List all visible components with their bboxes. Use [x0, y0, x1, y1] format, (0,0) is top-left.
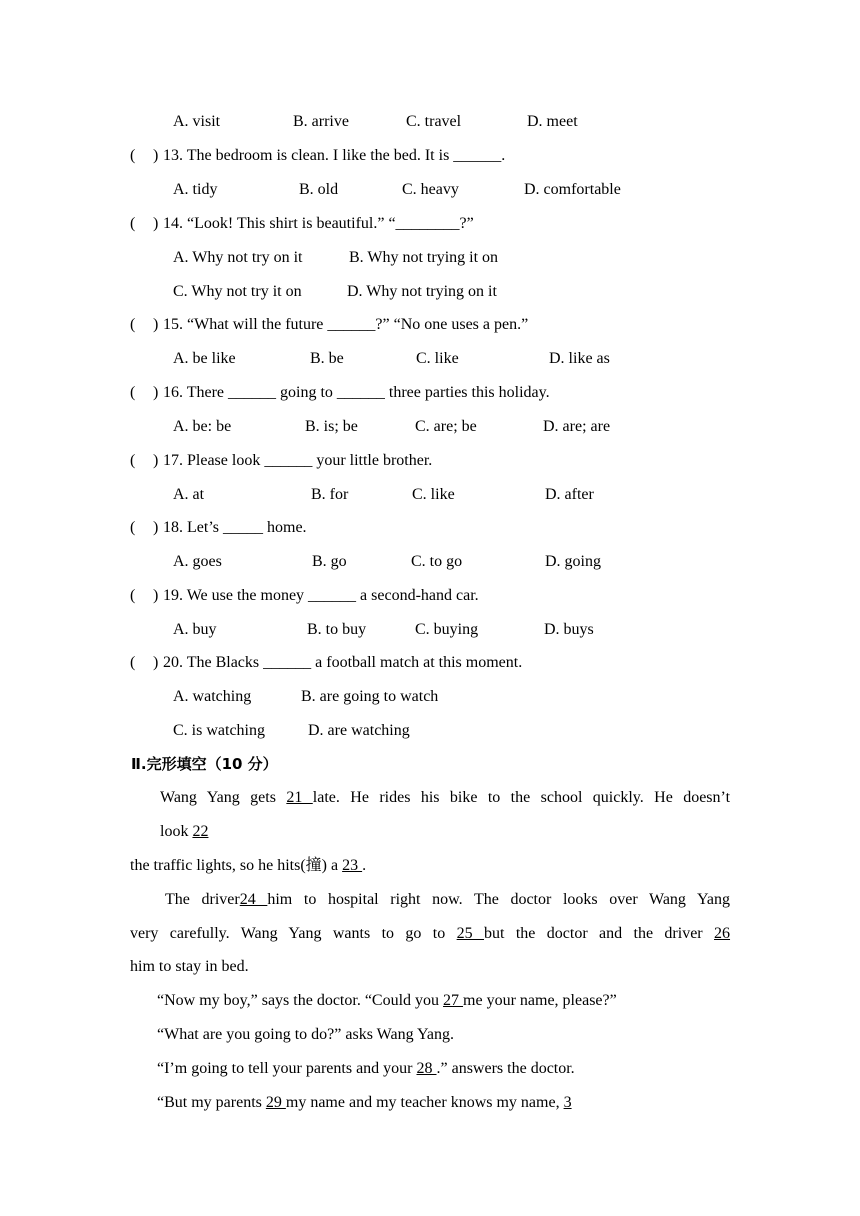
question-text: 17. Please look ______ your little brother. [163, 452, 433, 469]
option-c: C. like [412, 486, 455, 503]
answer-bracket-close: ) [153, 215, 159, 232]
passage-text: me your name, please?” [463, 992, 617, 1009]
blank-21: 21 [286, 789, 313, 806]
passage-text: “Now my boy,” says the doctor. “Could you [157, 992, 440, 1009]
option-c: C. are; be [415, 418, 477, 435]
option-c: C. buying [415, 621, 479, 638]
passage-text: Wang Yang gets [160, 789, 276, 806]
blank-27: 27 [443, 992, 464, 1009]
answer-bracket-open[interactable]: ( [130, 654, 136, 671]
answer-bracket-close: ) [153, 316, 159, 333]
option-d: D. buys [544, 621, 594, 638]
option-d: D. comfortable [524, 181, 621, 198]
passage-line-2 [160, 822, 208, 842]
passage-line-1 [160, 788, 730, 808]
option-b: B. be [310, 350, 344, 367]
blank-24: 24 [239, 891, 268, 908]
blank-26: 26 [714, 925, 731, 942]
question-text: 16. There ______ going to ______ three parties this holiday. [163, 384, 550, 401]
passage-text: very carefully. Wang Yang wants to go to [130, 925, 446, 942]
passage-line-7 [157, 991, 617, 1011]
option-a: A. watching [173, 688, 252, 705]
passage-text: “But my parents [157, 1094, 262, 1111]
option-a: A. goes [173, 553, 222, 570]
option-b: B. is; be [305, 418, 358, 435]
option-a: A. Why not try on it [173, 249, 303, 266]
answer-bracket-open[interactable]: ( [130, 519, 136, 536]
question-text: 14. “Look! This shirt is beautiful.” “________?” [163, 215, 474, 232]
blank-28: 28 [416, 1060, 437, 1077]
option-d: D. meet [527, 113, 578, 130]
answer-bracket-open[interactable]: ( [130, 587, 136, 604]
passage-line-10 [157, 1093, 572, 1113]
option-a: A. be: be [173, 418, 232, 435]
answer-bracket-open[interactable]: ( [130, 316, 136, 333]
passage-text: . [362, 857, 367, 874]
blank-29: 29 [265, 1094, 286, 1111]
passage-text: my name and my teacher knows my name, [285, 1094, 560, 1111]
question-text: 19. We use the money ______ a second-hand car. [163, 587, 479, 604]
answer-bracket-open[interactable]: ( [130, 452, 136, 469]
option-a: A. be like [173, 350, 236, 367]
passage-text: late. He rides his bike to the school quickly. He doesn’t [312, 789, 731, 806]
answer-bracket-close: ) [153, 384, 159, 401]
question-text: 18. Let’s _____ home. [163, 519, 307, 536]
passage-text: .” answers the doctor. [436, 1060, 575, 1077]
passage-text: The driver [165, 891, 240, 908]
section-heading: Ⅱ.完形填空（10 分） [131, 755, 278, 773]
passage-text: him to hospital right now. The doctor looks over Wang Yang [267, 891, 731, 908]
answer-bracket-open[interactable]: ( [130, 147, 136, 164]
option-a: A. tidy [173, 181, 218, 198]
option-d: D. Why not trying on it [347, 283, 497, 300]
option-d: D. going [545, 553, 601, 570]
passage-text: but the doctor and the driver [484, 925, 703, 942]
answer-bracket-close: ) [153, 587, 159, 604]
answer-bracket-close: ) [153, 147, 159, 164]
passage-line-9 [157, 1059, 575, 1079]
option-c: C. to go [411, 553, 463, 570]
option-c: C. Why not try it on [173, 283, 302, 300]
option-d: D. like as [549, 350, 610, 367]
option-b: B. old [299, 181, 339, 198]
question-text: 13. The bedroom is clean. I like the bed. It is ______. [163, 147, 506, 164]
option-c: C. heavy [402, 181, 459, 198]
blank-22: 22 [192, 823, 209, 840]
option-c: C. is watching [173, 722, 265, 739]
blank-23: 23 [342, 857, 363, 874]
passage-text: “I’m going to tell your parents and your [157, 1060, 413, 1077]
passage-text: look [160, 823, 189, 840]
option-d: D. after [545, 486, 594, 503]
passage-line-3 [130, 856, 366, 876]
answer-bracket-close: ) [153, 519, 159, 536]
passage-line-5 [130, 924, 730, 944]
passage-text: the traffic lights, so he hits(撞) a [130, 857, 339, 874]
answer-bracket-close: ) [153, 654, 159, 671]
option-b: B. are going to watch [301, 688, 439, 705]
option-a: A. visit [173, 113, 221, 130]
answer-bracket-close: ) [153, 452, 159, 469]
option-b: B. arrive [293, 113, 349, 130]
blank-25: 25 [456, 925, 485, 942]
answer-bracket-open[interactable]: ( [130, 384, 136, 401]
option-b: B. to buy [307, 621, 367, 638]
question-text: 20. The Blacks ______ a football match at this moment. [163, 654, 523, 671]
option-a: A. at [173, 486, 205, 503]
option-b: B. go [312, 553, 347, 570]
option-d: D. are; are [543, 418, 611, 435]
option-a: A. buy [173, 621, 217, 638]
blank-30: 3 [563, 1094, 572, 1111]
option-c: C. travel [406, 113, 462, 130]
answer-bracket-open[interactable]: ( [130, 215, 136, 232]
passage-line-8: “What are you going to do?” asks Wang Yang. [157, 1026, 455, 1043]
option-b: B. Why not trying it on [349, 249, 499, 266]
option-b: B. for [311, 486, 349, 503]
passage-line-6: him to stay in bed. [130, 958, 249, 975]
passage-line-4 [165, 890, 730, 910]
option-d: D. are watching [308, 722, 410, 739]
question-text: 15. “What will the future ______?” “No one uses a pen.” [163, 316, 529, 333]
option-c: C. like [416, 350, 459, 367]
